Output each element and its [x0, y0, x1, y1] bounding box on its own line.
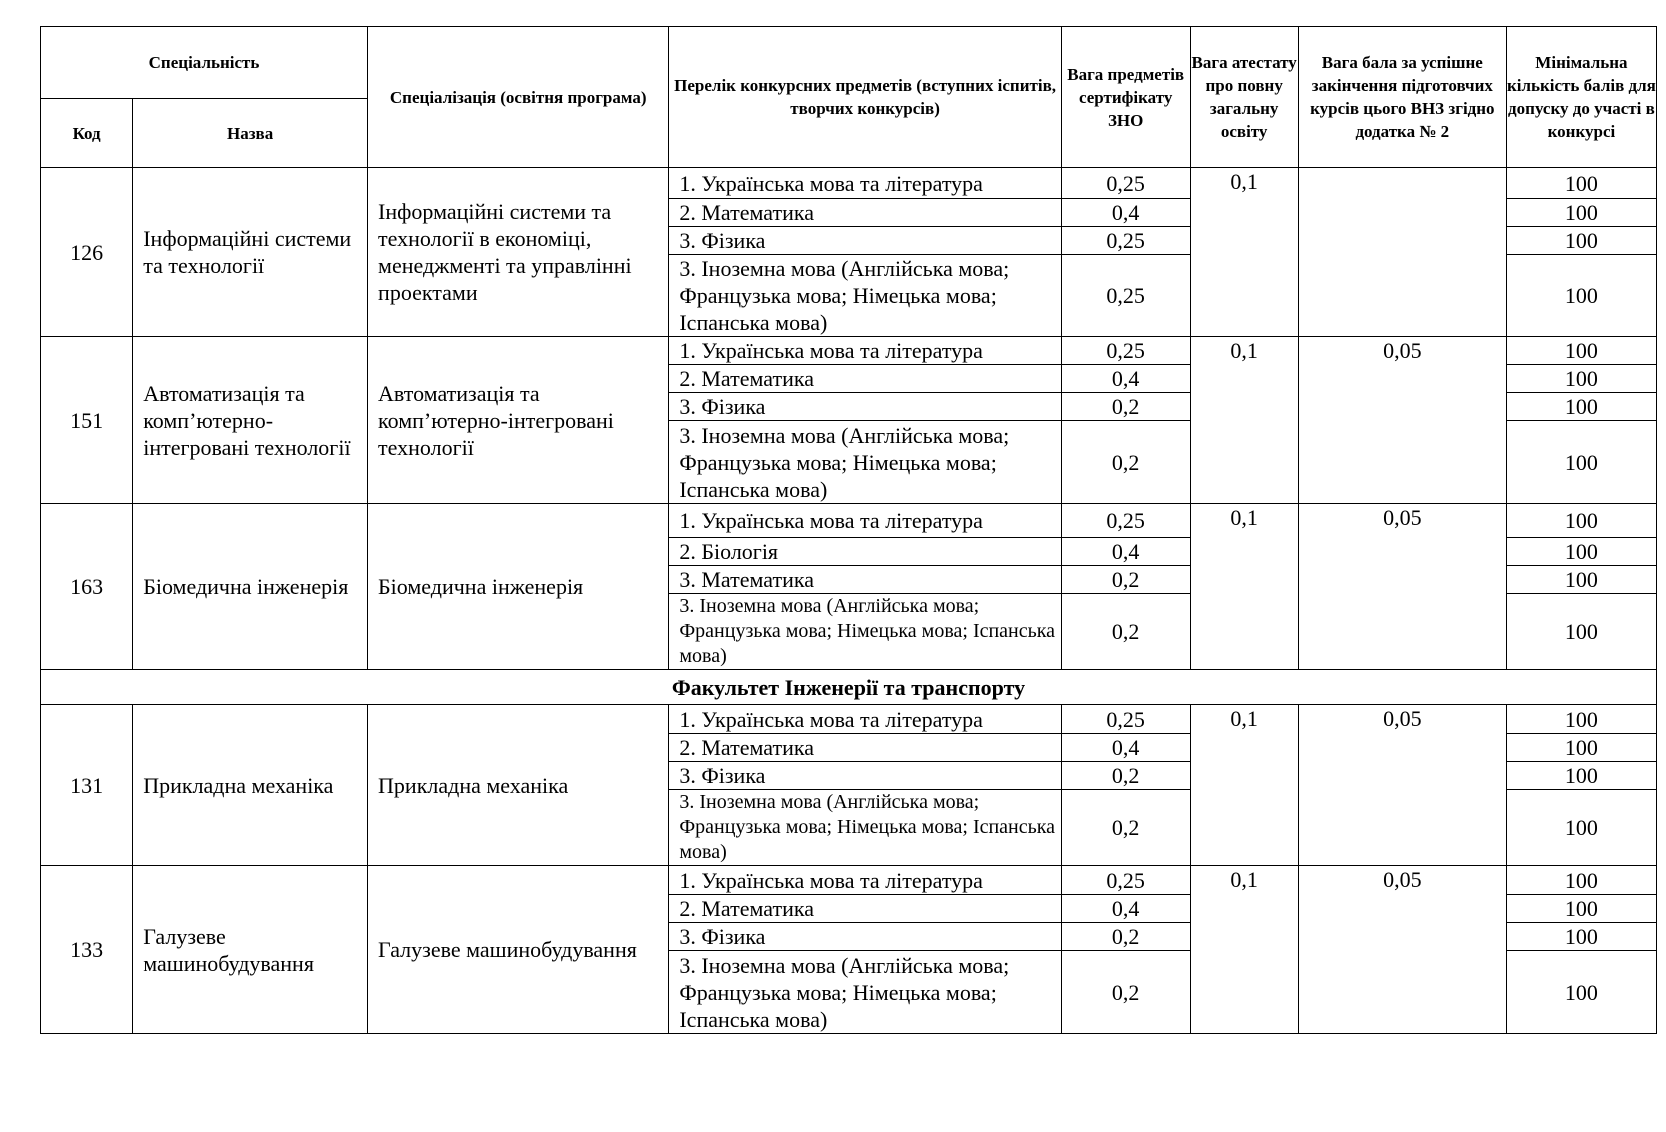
certificate-weight: 0,1: [1190, 705, 1298, 866]
subject-name: 1. Українська мова та література: [669, 504, 1061, 538]
header-specialty: Спеціальність: [41, 27, 368, 99]
header-courses-weight: Вага бала за успішне закінчення підготовчих курсів цього ВНЗ згідно додатка № 2: [1298, 27, 1506, 168]
specialty-name: Прикладна механіка: [133, 705, 368, 866]
table-row: [41, 866, 1657, 895]
min-score: 100: [1506, 951, 1656, 1034]
zno-weight: 0,2: [1061, 951, 1190, 1034]
courses-weight: 0,05: [1298, 504, 1506, 670]
subject-name: 3. Фізика: [669, 923, 1061, 951]
subject-name: 2. Математика: [669, 199, 1061, 227]
header-code: Код: [41, 99, 133, 168]
header-subjects: Перелік конкурсних предметів (вступних іспитів, творчих конкурсів): [669, 27, 1061, 168]
subject-name: 3. Іноземна мова (Англійська мова; Французька мова; Німецька мова; Іспанська мова): [669, 421, 1061, 504]
zno-weight: 0,2: [1061, 762, 1190, 790]
courses-weight: 0,05: [1298, 337, 1506, 504]
subject-name: 2. Математика: [669, 365, 1061, 393]
min-score: 100: [1506, 227, 1656, 255]
faculty-title: Факультет Інженерії та транспорту: [41, 670, 1657, 705]
specialty-code: 151: [41, 337, 133, 504]
admission-table: [40, 26, 1657, 1034]
zno-weight: 0,25: [1061, 168, 1190, 199]
min-score: 100: [1506, 337, 1656, 365]
subject-name: 1. Українська мова та література: [669, 168, 1061, 199]
zno-weight: 0,25: [1061, 227, 1190, 255]
certificate-weight: 0,1: [1190, 168, 1298, 337]
specialization-name: Біомедична інженерія: [368, 504, 669, 670]
table-body: [41, 168, 1657, 1034]
subject-name: 3. Іноземна мова (Англійська мова; Французька мова; Німецька мова; Іспанська мова): [669, 790, 1061, 866]
zno-weight: 0,4: [1061, 734, 1190, 762]
min-score: 100: [1506, 705, 1656, 734]
zno-weight: 0,2: [1061, 421, 1190, 504]
specialization-name: Автоматизація та комп’ютерно-інтегровані технології: [368, 337, 669, 504]
min-score: 100: [1506, 566, 1656, 594]
min-score: 100: [1506, 199, 1656, 227]
subject-name: 3. Фізика: [669, 393, 1061, 421]
subject-name: 3. Іноземна мова (Англійська мова; Французька мова; Німецька мова; Іспанська мова): [669, 951, 1061, 1034]
min-score: 100: [1506, 762, 1656, 790]
zno-weight: 0,25: [1061, 255, 1190, 337]
min-score: 100: [1506, 538, 1656, 566]
certificate-weight: 0,1: [1190, 866, 1298, 1034]
min-score: 100: [1506, 790, 1656, 866]
subject-name: 3. Іноземна мова (Англійська мова; Французька мова; Німецька мова; Іспанська мова): [669, 255, 1061, 337]
min-score: 100: [1506, 393, 1656, 421]
subject-name: 2. Математика: [669, 895, 1061, 923]
specialization-name: Галузеве машинобудування: [368, 866, 669, 1034]
subject-name: 3. Математика: [669, 566, 1061, 594]
header-certificate-weight: Вага атестату про повну загальну освіту: [1190, 27, 1298, 168]
specialty-name: Галузеве машинобудування: [133, 866, 368, 1034]
min-score: 100: [1506, 594, 1656, 670]
certificate-weight: 0,1: [1190, 504, 1298, 670]
min-score: 100: [1506, 923, 1656, 951]
min-score: 100: [1506, 421, 1656, 504]
faculty-row: [41, 670, 1657, 705]
specialty-name: Автоматизація та комп’ютерно-інтегровані технології: [133, 337, 368, 504]
header-name: Назва: [133, 99, 368, 168]
specialization-name: Інформаційні системи та технології в економіці, менеджменті та управлінні проектами: [368, 168, 669, 337]
courses-weight: [1298, 168, 1506, 337]
header-specialization: Спеціалізація (освітня програма): [368, 27, 669, 168]
min-score: 100: [1506, 504, 1656, 538]
specialization-name: Прикладна механіка: [368, 705, 669, 866]
header-zno-weight: Вага предметів сертифікату ЗНО: [1061, 27, 1190, 168]
zno-weight: 0,4: [1061, 365, 1190, 393]
subject-name: 3. Фізика: [669, 762, 1061, 790]
zno-weight: 0,2: [1061, 790, 1190, 866]
specialty-name: Біомедична інженерія: [133, 504, 368, 670]
subject-name: 3. Фізика: [669, 227, 1061, 255]
zno-weight: 0,25: [1061, 504, 1190, 538]
zno-weight: 0,2: [1061, 594, 1190, 670]
zno-weight: 0,25: [1061, 866, 1190, 895]
subject-name: 1. Українська мова та література: [669, 337, 1061, 365]
min-score: 100: [1506, 895, 1656, 923]
table-row: [41, 504, 1657, 538]
table-row: [41, 705, 1657, 734]
subject-name: 1. Українська мова та література: [669, 866, 1061, 895]
specialty-name: Інформаційні системи та технології: [133, 168, 368, 337]
courses-weight: 0,05: [1298, 705, 1506, 866]
courses-weight: 0,05: [1298, 866, 1506, 1034]
specialty-code: 133: [41, 866, 133, 1034]
document-page: [40, 26, 1657, 1034]
min-score: 100: [1506, 734, 1656, 762]
subject-name: 1. Українська мова та література: [669, 705, 1061, 734]
specialty-code: 131: [41, 705, 133, 866]
header-min-score: Мінімальна кількість балів для допуску до участі в конкурсі: [1506, 27, 1656, 168]
specialty-code: 163: [41, 504, 133, 670]
min-score: 100: [1506, 365, 1656, 393]
certificate-weight: 0,1: [1190, 337, 1298, 504]
min-score: 100: [1506, 168, 1656, 199]
zno-weight: 0,4: [1061, 199, 1190, 227]
min-score: 100: [1506, 255, 1656, 337]
min-score: 100: [1506, 866, 1656, 895]
zno-weight: 0,2: [1061, 393, 1190, 421]
zno-weight: 0,4: [1061, 538, 1190, 566]
zno-weight: 0,4: [1061, 895, 1190, 923]
table-row: [41, 337, 1657, 365]
specialty-code: 126: [41, 168, 133, 337]
zno-weight: 0,2: [1061, 923, 1190, 951]
subject-name: 3. Іноземна мова (Англійська мова; Французька мова; Німецька мова; Іспанська мова): [669, 594, 1061, 670]
subject-name: 2. Біологія: [669, 538, 1061, 566]
table-header: [41, 27, 1657, 168]
subject-name: 2. Математика: [669, 734, 1061, 762]
zno-weight: 0,25: [1061, 705, 1190, 734]
zno-weight: 0,2: [1061, 566, 1190, 594]
table-row: [41, 168, 1657, 199]
zno-weight: 0,25: [1061, 337, 1190, 365]
